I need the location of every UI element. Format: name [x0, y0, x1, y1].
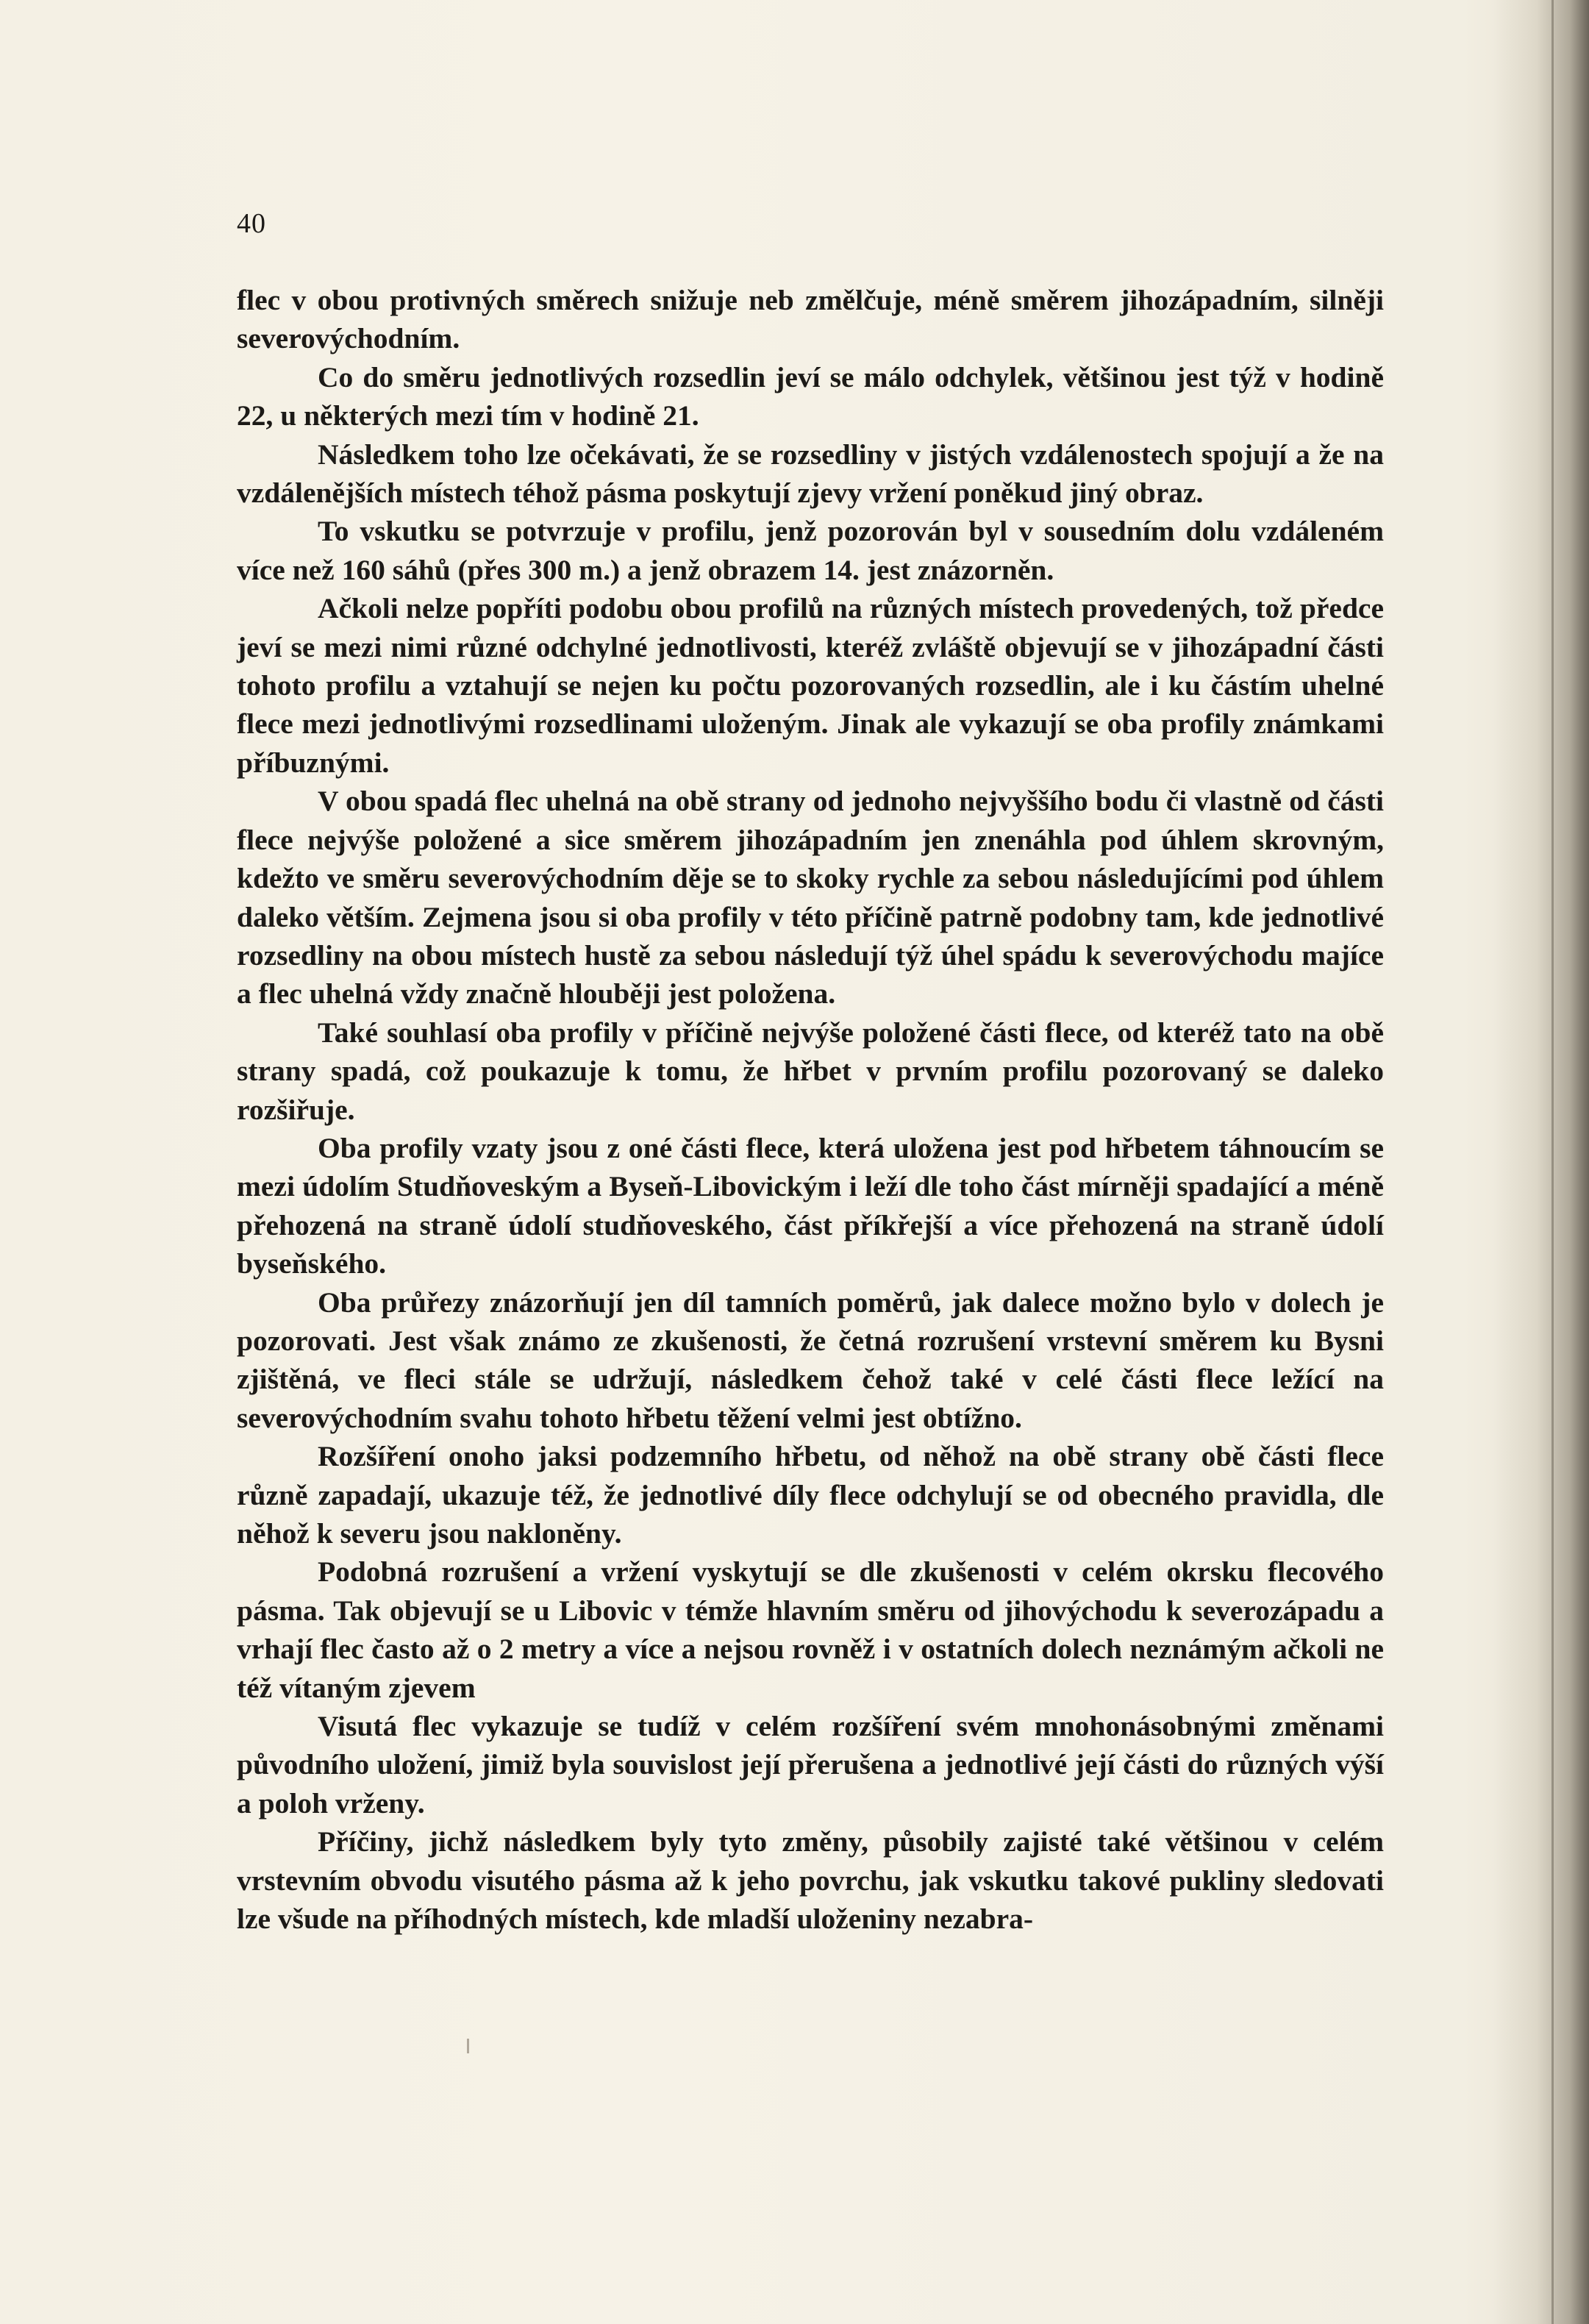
binding-edge — [1551, 0, 1554, 2324]
paragraph-5: Ačkoli nelze popříti podobu obou profilů na různých místech provedených, tož předce jeví se mezi nimi různé odchylné jednotlivosti, kteréž zvláště objevují se v jihozápadní části tohoto profilu a vztahují se nejen ku počtu pozorovaných rozsedlin, ale i ku částím uhelné flece mezi jednotlivými rozsedlinami uloženým. Jinak ale vykazují se oba profily známkami příbuznými. — [237, 592, 1384, 779]
binding-shadow — [1493, 0, 1589, 2324]
paragraph-3: Následkem toho lze očekávati, že se rozsedliny v jistých vzdálenostech spojují a že na vzdálenějších místech téhož pásma poskytují zjevy vržení poněkud jiný obraz. — [237, 438, 1384, 510]
paragraph-6: V obou spadá flec uhelná na obě strany od jednoho nejvyššího bodu či vlastně od části flece nejvýše položené a sice směrem jihozápadním jen znenáhla pod úhlem skrovným, kdežto ve směru severovýchodním děje se to skoky rychle za sebou následujícími pod úhlem daleko větším. Zejmena jsou si oba profily v této příčině patrně podobny tam, kde jednotlivé rozsedliny na obou místech hustě za sebou následují týž úhel spádu k severovýchodu majíce a flec uhelná vždy značně hlouběji jest položena. — [237, 785, 1384, 1010]
paragraph-12: Visutá flec vykazuje se tudíž v celém rozšíření svém mnohonásobnými změnami původního uložení, jimiž byla souvislost její přerušena a jednotlivé její části do různých výší a poloh vrženy. — [237, 1710, 1384, 1819]
paragraph-9: Oba průřezy znázorňují jen díl tamních poměrů, jak dalece možno bylo v dolech je pozorovati. Jest však známo ze zkušenosti, že četná rozrušení vrstevní směrem ku Bysni zjištěná, ve fleci stále se udržují, následkem čehož také v celé části flece ležící na severovýchodním svahu tohoto hřbetu těžení velmi jest obtížno. — [237, 1286, 1384, 1434]
body-text — [237, 281, 1384, 1938]
paragraph-7: Také souhlasí oba profily v příčině nejvýše položené části flece, od kteréž tato na obě strany spadá, což poukazuje k tomu, že hřbet v prvním profilu pozorovaný se daleko rozšiřuje. — [237, 1016, 1384, 1126]
page-number: 40 — [237, 208, 266, 239]
paragraph-4: To vskutku se potvrzuje v profilu, jenž pozorován byl v sousedním dolu vzdáleném více než 160 sáhů (přes 300 m.) a jenž obrazem 14. jest znázorněn. — [237, 515, 1384, 586]
paragraph-13: Příčiny, jichž následkem byly tyto změny, působily zajisté také většinou v celém vrstevním obvodu visutého pásma až k jeho povrchu, jak vskutku takové pukliny sledovati lze všude na příhodných místech, kde mladší uloženiny nezabra- — [237, 1825, 1384, 1936]
paragraph-8: Oba profily vzaty jsou z oné části flece, která uložena jest pod hřbetem táhnoucím se mezi údolím Studňoveským a Byseň-Libovickým i leží dle toho část mírněji spadající a méně přehozená na straně údolí studňoveského, část příkřejší a více přehozená na straně údolí byseňského. — [237, 1131, 1384, 1280]
paragraph-11: Podobná rozrušení a vržení vyskytují se dle zkušenosti v celém okrsku flecového pásma. Tak objevují se u Libovic v témže hlavním směru od jihovýchodu k severozápadu a vrhají flec často až o 2 metry a více a nejsou rovněž i v ostatních dolech neznámým ačkoli ne též vítaným zjevem — [237, 1555, 1384, 1704]
paragraph-2: Co do směru jednotlivých rozsedlin jeví se málo odchylek, většinou jest týž v hodině 22, u některých mezi tím v hodině 21. — [237, 360, 1384, 432]
paragraph-1: flec v obou protivných směrech snižuje neb změlčuje, méně směrem jihozápadním, silněji severovýchodním. — [237, 284, 1384, 355]
stray-ink-mark — [467, 2039, 469, 2053]
paragraph-10: Rozšíření onoho jaksi podzemního hřbetu, od něhož na obě strany obě části flece různě zapadají, ukazuje též, že jednotlivé díly flece odchylují se od obecného pravidla, dle něhož k severu jsou nakloněny. — [237, 1440, 1384, 1550]
